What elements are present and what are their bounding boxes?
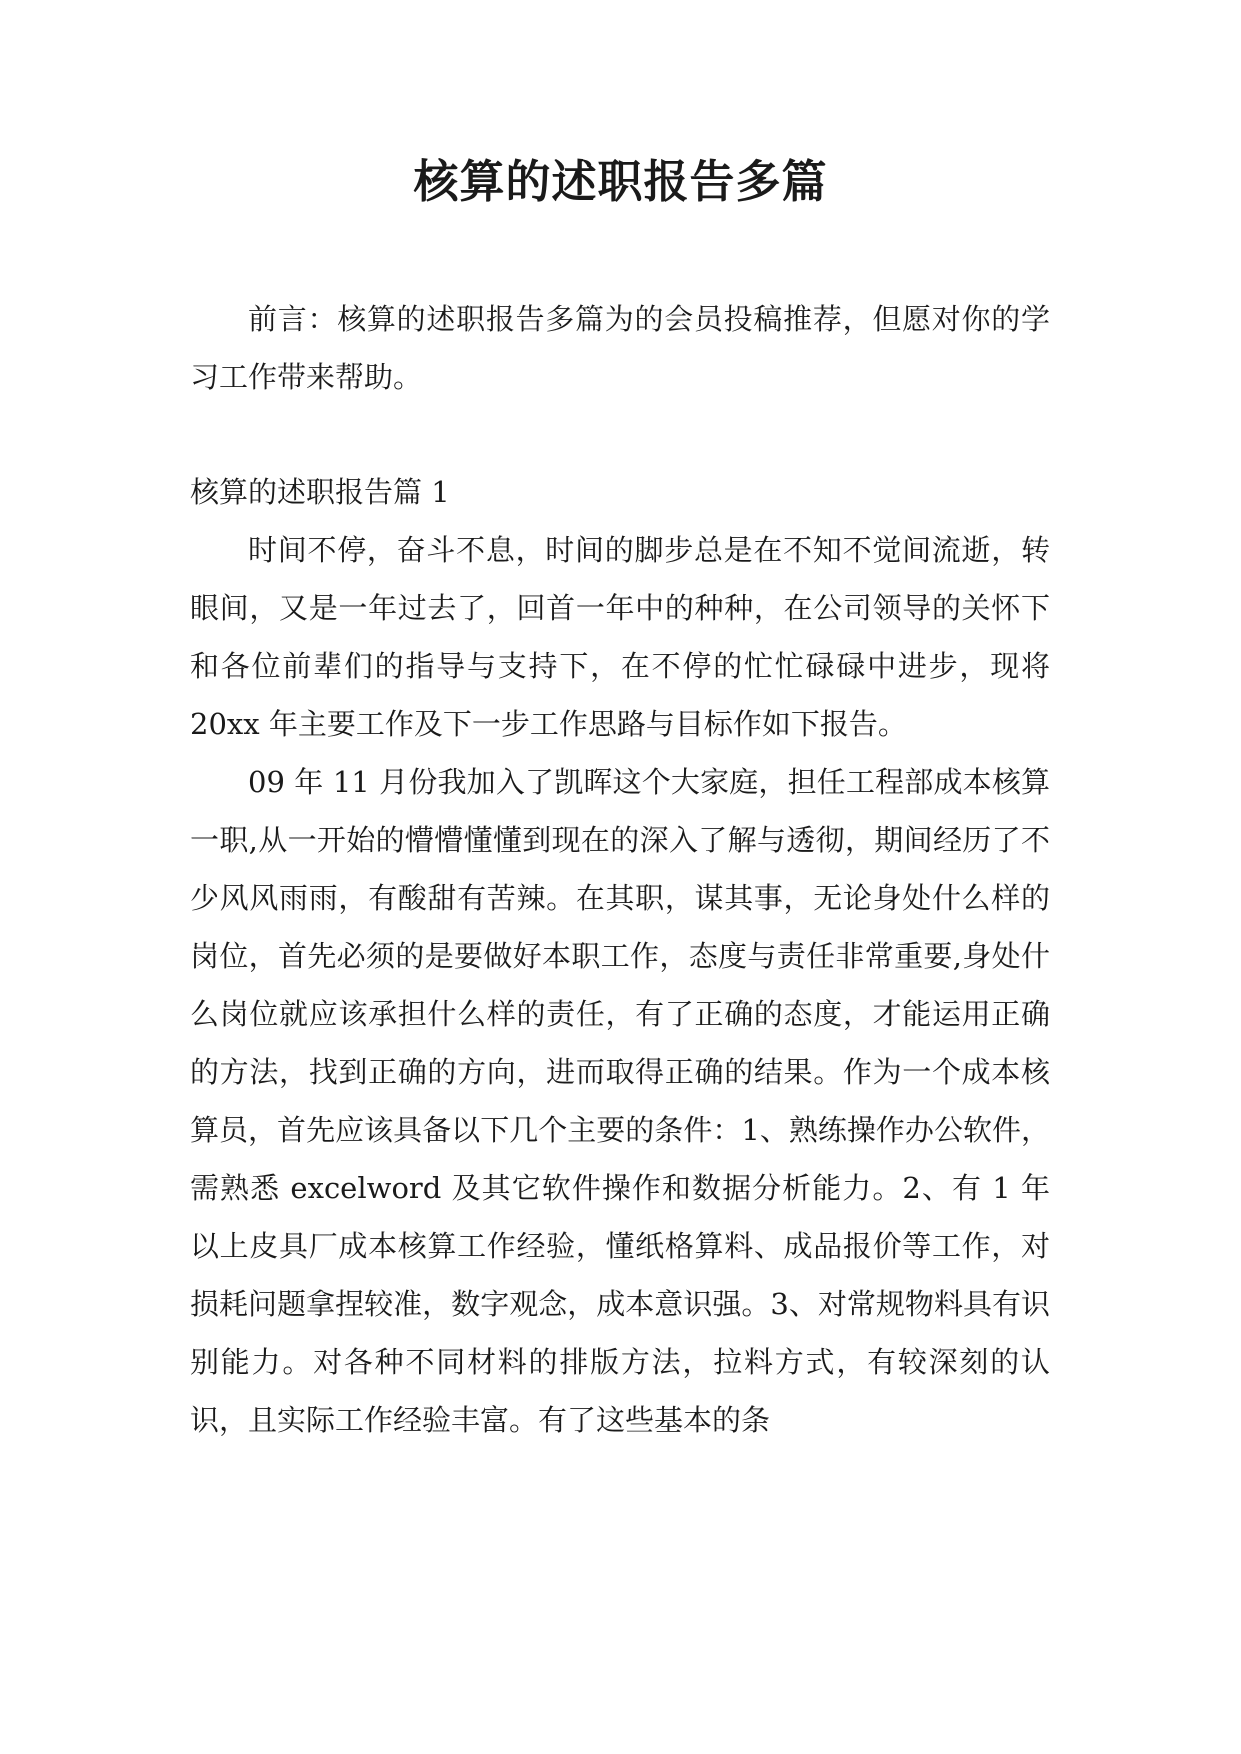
foreword-block	[190, 290, 1050, 406]
section-heading: 核算的述职报告篇 1	[190, 475, 450, 509]
body-paragraph-1: 时间不停，奋斗不息，时间的脚步总是在不知不觉间流逝，转眼间，又是一年过去了，回首一年中的种种，在公司领导的关怀下和各位前辈们的指导与支持下，在不停的忙忙碌碌中进步，现将 20xx 年主要工作及下一步工作思路与目标作如下报告。	[190, 533, 1050, 741]
document-title: 核算的述职报告多篇	[413, 155, 828, 208]
foreword-paragraph: 前言：核算的述职报告多篇为的会员投稿推荐，但愿对你的学习工作带来帮助。	[190, 302, 1050, 394]
body-paragraph-2: 09 年 11 月份我加入了凯晖这个大家庭，担任工程部成本核算一职,从一开始的懵懵懂懂到现在的深入了解与透彻，期间经历了不少风风雨雨，有酸甜有苦辣。在其职，谋其事，无论身处什么样的岗位，首先必须的是要做好本职工作，态度与责任非常重要,身处什么岗位就应该承担什么样的责任，有了正确的态度，才能运用正确的方法，找到正确的方向，进而取得正确的结果。作为一个成本核算员，首先应该具备以下几个主要的条件：1、熟练操作办公软件，需熟悉 excelword 及其它软件操作和数据分析能力。2、有 1 年以上皮具厂成本核算工作经验，懂纸格算料、成品报价等工作，对损耗问题拿捏较准，数字观念，成本意识强。3、对常规物料具有识别能力。对各种不同材料的排版方法，拉料方式，有较深刻的认识，且实际工作经验丰富。有了这些基本的条	[190, 765, 1050, 1437]
section-block	[190, 463, 1050, 1449]
